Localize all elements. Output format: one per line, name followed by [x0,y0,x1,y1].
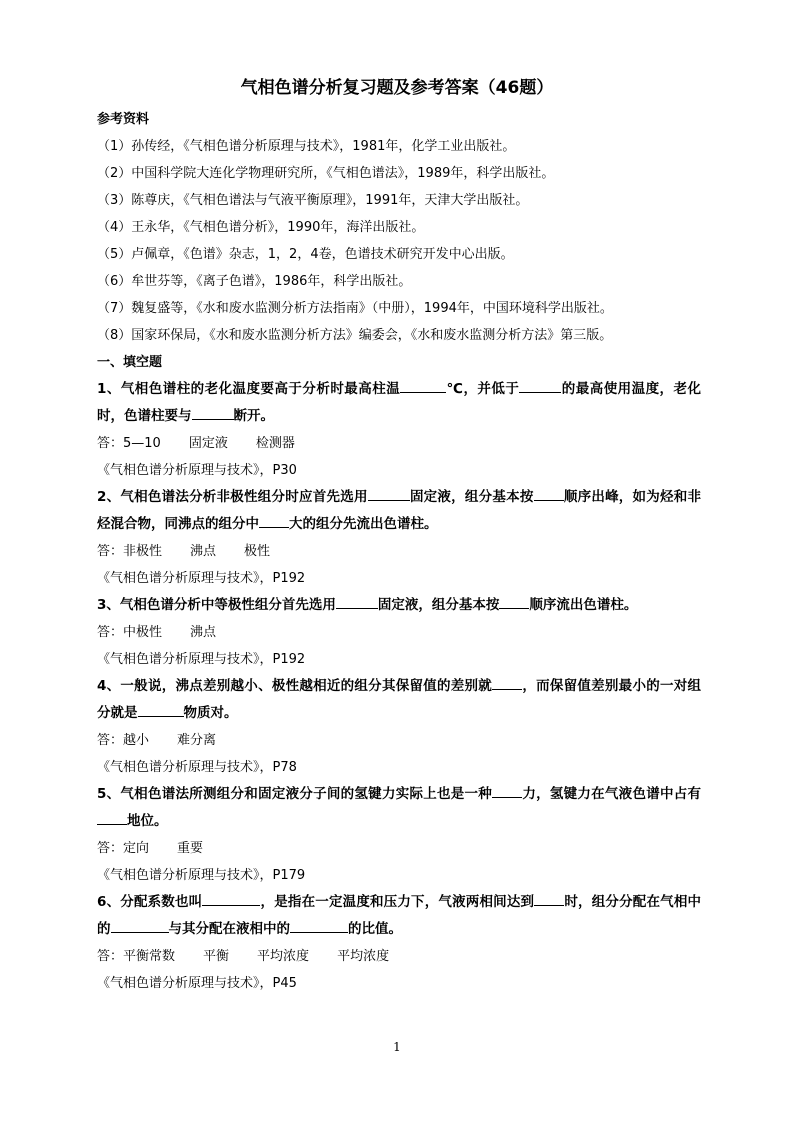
question-text: 1、气相色谱柱的老化温度要高于分析时最高柱温 [97,381,401,397]
question [97,673,701,727]
answer-source: 《气相色谱分析原理与技术》，P192 [97,571,306,586]
question-text: 6、分配系数也叫 [97,894,203,910]
answer-prefix: 答： [97,841,124,856]
question-text: 4、一般说，沸点差别越小、极性越相近的组分其保留值的差别就 [97,678,493,694]
answer-source: 《气相色谱分析原理与技术》，P179 [97,868,306,883]
reference-item: （8）国家环保局，《水和废水监测分析方法》编委会，《水和废水监测分析方法》第三版。 [97,328,613,343]
reference-item: （2）中国科学院大连化学物理研究所，《气相色谱法》，1989年，科学出版社。 [97,166,555,181]
answer-value: 难分离 [177,733,217,748]
question-text: 力，氢键力在气液色谱中占有 [522,786,701,802]
answer-prefix: 答： [97,733,124,748]
answer-blank [400,378,446,393]
answer-line [97,619,701,646]
question-text: 物质对。 [183,705,238,721]
answer-source: 《气相色谱分析原理与技术》，P78 [97,760,297,775]
reference-item: （7）魏复盛等，《水和废水监测分析方法指南》（中册），1994年，中国环境科学出版社。 [97,301,613,316]
question-text: 顺序流出色谱柱。 [529,597,638,613]
question-text: 顺序出峰，如为烃和非烃混合物，同沸点的组分中 [97,489,702,532]
answer-value: 平衡常数 [123,949,176,964]
answer-value: 重要 [177,841,204,856]
question-text: ，是指在一定温度和压力下，气液两相间达到 [260,894,535,910]
answer-blank [336,594,378,609]
answer-source: 《气相色谱分析原理与技术》，P30 [97,463,297,478]
question-text: 的比值。 [348,921,402,937]
answer-value: 检测器 [255,436,295,451]
answer-blank [368,486,410,501]
question [97,781,701,835]
answer-prefix: 答： [97,625,124,640]
question [97,376,701,430]
question [97,592,701,619]
question-text: 大的组分先流出色谱柱。 [289,516,438,532]
answer-blank [259,513,289,528]
question-text: 断开。 [233,408,274,424]
question-text: 3、气相色谱分析中等极性组分首先选用 [97,597,336,613]
answer-source: 《气相色谱分析原理与技术》，P192 [97,652,306,667]
answer-blank [499,594,529,609]
reference-list [97,133,701,349]
answer-line [97,943,701,970]
answer-blank [534,891,564,906]
question-text: ℃，并低于 [446,381,520,397]
question-text: 5、气相色谱法所测组分和固定液分子间的氢键力实际上也是一种 [97,786,493,802]
answer-prefix: 答： [97,436,124,451]
reference-item: （6）牟世芬等，《离子色谱》，1986年，科学出版社。 [97,274,412,289]
question-text: 2、气相色谱法分析非极性组分时应首先选用 [97,489,368,505]
question-text: 固定液，组分基本按 [409,489,534,505]
answer-prefix: 答： [97,949,124,964]
answer-blank [519,378,561,393]
question [97,889,701,943]
answer-blank [290,918,348,933]
question-text: 的最高使用温度，老化时，色谱柱要与 [97,381,701,424]
document-title: 气相色谱分析复习题及参考答案（46题） [240,78,554,98]
answer-prefix: 答： [97,544,124,559]
answer-value: 极性 [244,544,271,559]
answer-blank [534,486,564,501]
page-number: 1 [393,1040,401,1054]
question [97,484,701,538]
answer-blank [202,891,260,906]
question-text: 时，组分分配在气相中的 [97,894,702,937]
section-heading: 一、填空题 [97,355,163,370]
references-heading: 参考资料 [97,112,150,127]
answer-value: 固定液 [188,436,228,451]
reference-item: （4）王永华，《气相色谱分析》，1990年，海洋出版社。 [97,220,425,235]
answer-value: 越小 [123,733,150,748]
answer-blank [492,783,522,798]
reference-item: （3）陈尊庆，《气相色谱法与气液平衡原理》，1991年，天津大学出版社。 [97,193,529,208]
answer-value: 中极性 [123,625,163,640]
answer-line [97,430,701,457]
answer-value: 平衡 [203,949,230,964]
answer-line [97,727,701,754]
answer-value: 非极性 [123,544,163,559]
document-body [97,106,701,997]
reference-item: （5）卢佩章，《色谱》杂志，1，2，4卷，色谱技术研究开发中心出版。 [97,247,514,262]
reference-item: （1）孙传经，《气相色谱分析原理与技术》，1981年，化学工业出版社。 [97,139,516,154]
question-text: ，而保留值差别最小的一对组分就是 [97,678,701,721]
answer-source: 《气相色谱分析原理与技术》，P45 [97,976,297,991]
answer-value: 平均浓度 [257,949,310,964]
answer-blank [192,405,234,420]
answer-value: 平均浓度 [337,949,390,964]
answer-value: 沸点 [190,544,217,559]
answer-value: 沸点 [190,625,217,640]
answer-value: 定向 [123,841,150,856]
answer-blank [138,702,184,717]
answer-blank [111,918,169,933]
answer-blank [97,810,127,825]
question-text: 地位。 [127,813,168,829]
question-text: 固定液，组分基本按 [377,597,500,613]
answer-blank [492,675,522,690]
answer-line [97,538,701,565]
answer-line [97,835,701,862]
answer-value: 5—10 [123,436,161,451]
question-text: 与其分配在液相中的 [168,921,290,937]
